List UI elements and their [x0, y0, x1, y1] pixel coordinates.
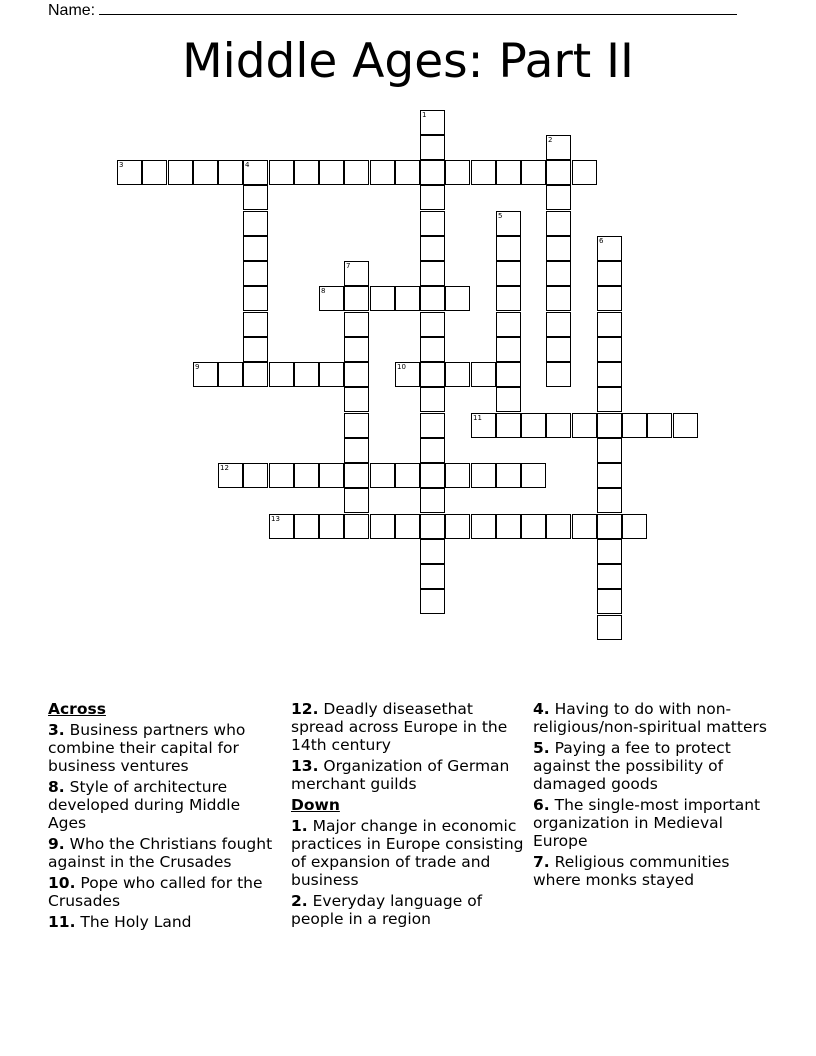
grid-cell[interactable]	[344, 463, 369, 488]
grid-cell[interactable]	[269, 514, 294, 539]
grid-cell[interactable]	[142, 160, 167, 185]
grid-cell[interactable]	[597, 564, 622, 589]
grid-cell[interactable]	[445, 463, 470, 488]
grid-cell[interactable]	[496, 463, 521, 488]
grid-cell[interactable]	[319, 463, 344, 488]
grid-cell[interactable]	[597, 362, 622, 387]
grid-cell[interactable]	[243, 211, 268, 236]
grid-cell[interactable]	[294, 463, 319, 488]
grid-cell[interactable]	[546, 362, 571, 387]
grid-cell[interactable]	[168, 160, 193, 185]
grid-cell[interactable]	[395, 514, 420, 539]
grid-cell[interactable]	[572, 413, 597, 438]
grid-cell[interactable]	[344, 286, 369, 311]
grid-cell[interactable]	[344, 261, 369, 286]
grid-cell[interactable]	[294, 160, 319, 185]
grid-cell[interactable]	[344, 413, 369, 438]
grid-cell[interactable]	[243, 312, 268, 337]
grid-cell[interactable]	[521, 463, 546, 488]
grid-cell[interactable]	[344, 488, 369, 513]
grid-cell[interactable]	[420, 337, 445, 362]
grid-cell[interactable]	[521, 160, 546, 185]
grid-cell[interactable]	[344, 312, 369, 337]
grid-cell[interactable]	[243, 160, 268, 185]
grid-cell[interactable]	[370, 286, 395, 311]
grid-cell[interactable]	[420, 387, 445, 412]
grid-cell[interactable]	[420, 261, 445, 286]
grid-cell[interactable]	[521, 413, 546, 438]
grid-cell[interactable]	[471, 413, 496, 438]
grid-cell[interactable]	[471, 514, 496, 539]
grid-cell[interactable]	[193, 160, 218, 185]
clue-down-4: 4. Having to do with non-religious/non-spiritual matters	[533, 700, 767, 736]
grid-cell[interactable]	[673, 413, 698, 438]
grid-cell[interactable]	[546, 211, 571, 236]
clue-column-2	[291, 700, 525, 931]
grid-cell[interactable]	[496, 337, 521, 362]
grid-cell[interactable]	[521, 514, 546, 539]
grid-cell[interactable]	[597, 463, 622, 488]
grid-cell[interactable]	[344, 438, 369, 463]
grid-cell[interactable]	[597, 236, 622, 261]
grid-cell[interactable]	[546, 337, 571, 362]
grid-cell[interactable]	[597, 589, 622, 614]
grid-cell[interactable]	[294, 514, 319, 539]
grid-cell[interactable]	[218, 160, 243, 185]
grid-cell[interactable]	[420, 589, 445, 614]
grid-cell[interactable]	[395, 286, 420, 311]
grid-cell[interactable]	[622, 514, 647, 539]
grid-cell[interactable]	[546, 312, 571, 337]
grid-cell[interactable]	[420, 185, 445, 210]
grid-cell[interactable]	[269, 362, 294, 387]
grid-cell[interactable]	[319, 514, 344, 539]
grid-cell[interactable]	[243, 337, 268, 362]
grid-cell[interactable]	[395, 160, 420, 185]
grid-cell[interactable]	[319, 362, 344, 387]
grid-cell[interactable]	[218, 463, 243, 488]
grid-cell[interactable]	[420, 463, 445, 488]
grid-cell[interactable]	[546, 286, 571, 311]
clue-across-8: 8. Style of architecture developed during Middle Ages	[48, 778, 241, 832]
grid-cell[interactable]	[269, 160, 294, 185]
grid-cell[interactable]	[344, 362, 369, 387]
grid-cell[interactable]	[395, 362, 420, 387]
grid-cell[interactable]	[546, 236, 571, 261]
grid-cell[interactable]	[546, 413, 571, 438]
grid-cell[interactable]	[471, 463, 496, 488]
grid-cell[interactable]	[597, 312, 622, 337]
clue-down-7: 7. Religious communities where monks stayed	[533, 853, 730, 889]
clue-number: 1	[422, 111, 427, 119]
grid-cell[interactable]	[269, 463, 294, 488]
grid-cell[interactable]	[319, 286, 344, 311]
clue-number: 9	[195, 363, 200, 371]
grid-cell[interactable]	[496, 160, 521, 185]
grid-cell[interactable]	[471, 160, 496, 185]
grid-cell[interactable]	[597, 488, 622, 513]
grid-cell[interactable]	[471, 362, 496, 387]
grid-cell[interactable]	[344, 387, 369, 412]
down-heading: Down	[291, 796, 340, 814]
clue-across-10: 10. Pope who called for the Crusades	[48, 874, 263, 910]
grid-cell[interactable]	[572, 514, 597, 539]
grid-cell[interactable]	[243, 261, 268, 286]
grid-cell[interactable]	[420, 514, 445, 539]
clue-number: 3	[119, 161, 124, 169]
grid-cell[interactable]	[344, 514, 369, 539]
grid-cell[interactable]	[370, 514, 395, 539]
grid-cell[interactable]	[319, 160, 344, 185]
grid-cell[interactable]	[597, 615, 622, 640]
clue-across-11: 11. The Holy Land	[48, 913, 192, 931]
grid-cell[interactable]	[420, 362, 445, 387]
grid-cell[interactable]	[496, 312, 521, 337]
clue-number: 11	[473, 414, 482, 422]
grid-cell[interactable]	[597, 438, 622, 463]
clue-number: 2	[548, 136, 553, 144]
grid-cell[interactable]	[218, 362, 243, 387]
grid-cell[interactable]	[546, 135, 571, 160]
page-title: Middle Ages: Part II	[182, 34, 634, 89]
grid-cell[interactable]	[420, 564, 445, 589]
clue-across-9: 9. Who the Christians fought against in the Crusades	[48, 835, 273, 871]
grid-cell[interactable]	[496, 387, 521, 412]
grid-cell[interactable]	[243, 362, 268, 387]
grid-cell[interactable]	[445, 514, 470, 539]
clue-across-3: 3. Business partners who combine their capital for business ventures	[48, 721, 246, 775]
grid-cell[interactable]	[546, 185, 571, 210]
grid-cell[interactable]	[445, 286, 470, 311]
clue-number: 12	[220, 464, 229, 472]
grid-cell[interactable]	[395, 463, 420, 488]
grid-cell[interactable]	[344, 337, 369, 362]
grid-cell[interactable]	[597, 413, 622, 438]
grid-cell[interactable]	[597, 514, 622, 539]
clue-down-5: 5. Paying a fee to protect against the possibility of damaged goods	[533, 739, 731, 793]
grid-cell[interactable]	[546, 514, 571, 539]
grid-cell[interactable]	[496, 413, 521, 438]
grid-cell[interactable]	[420, 135, 445, 160]
grid-cell[interactable]	[420, 160, 445, 185]
grid-cell[interactable]	[420, 413, 445, 438]
grid-cell[interactable]	[597, 387, 622, 412]
grid-cell[interactable]	[420, 539, 445, 564]
name-label: Name:	[48, 2, 96, 19]
grid-cell[interactable]	[243, 236, 268, 261]
grid-cell[interactable]	[420, 438, 445, 463]
grid-cell[interactable]	[420, 236, 445, 261]
grid-cell[interactable]	[572, 160, 597, 185]
grid-cell[interactable]	[597, 261, 622, 286]
clue-number: 10	[397, 363, 406, 371]
clue-down-2: 2. Everyday language of people in a region	[291, 892, 483, 928]
grid-cell[interactable]	[546, 261, 571, 286]
grid-cell[interactable]	[243, 185, 268, 210]
grid-cell[interactable]	[597, 337, 622, 362]
grid-cell[interactable]	[546, 160, 571, 185]
grid-cell[interactable]	[420, 286, 445, 311]
grid-cell[interactable]	[294, 362, 319, 387]
grid-cell[interactable]	[420, 110, 445, 135]
grid-cell[interactable]	[420, 211, 445, 236]
clue-number: 8	[321, 287, 326, 295]
grid-cell[interactable]	[496, 286, 521, 311]
grid-cell[interactable]	[496, 211, 521, 236]
clue-across-13: 13. Organization of German merchant guilds	[291, 757, 510, 793]
grid-cell[interactable]	[445, 160, 470, 185]
grid-cell[interactable]	[420, 312, 445, 337]
grid-cell[interactable]	[496, 261, 521, 286]
clue-down-1: 1. Major change in economic practices in Europe consisting of expansion of trade and business	[291, 817, 524, 889]
clue-number: 6	[599, 237, 604, 245]
grid-cell[interactable]	[597, 539, 622, 564]
grid-cell[interactable]	[370, 160, 395, 185]
grid-cell[interactable]	[496, 362, 521, 387]
clue-number: 13	[271, 515, 280, 523]
grid-cell[interactable]	[243, 463, 268, 488]
grid-cell[interactable]	[496, 236, 521, 261]
grid-cell[interactable]	[243, 286, 268, 311]
across-heading: Across	[48, 700, 106, 718]
clue-number: 5	[498, 212, 503, 220]
grid-cell[interactable]	[622, 413, 647, 438]
grid-cell[interactable]	[370, 463, 395, 488]
grid-cell[interactable]	[117, 160, 142, 185]
grid-cell[interactable]	[647, 413, 672, 438]
clue-down-6: 6. The single-most important organization in Medieval Europe	[533, 796, 761, 850]
clue-number: 7	[346, 262, 351, 270]
clue-column-1	[48, 700, 282, 934]
grid-cell[interactable]	[420, 488, 445, 513]
grid-cell[interactable]	[193, 362, 218, 387]
grid-cell[interactable]	[597, 286, 622, 311]
grid-cell[interactable]	[496, 514, 521, 539]
clue-number: 4	[245, 161, 250, 169]
grid-cell[interactable]	[344, 160, 369, 185]
clue-across-12: 12. Deadly diseasethat spread across Europe in the 14th century	[291, 700, 508, 754]
grid-cell[interactable]	[445, 362, 470, 387]
clue-column-3	[533, 700, 767, 892]
